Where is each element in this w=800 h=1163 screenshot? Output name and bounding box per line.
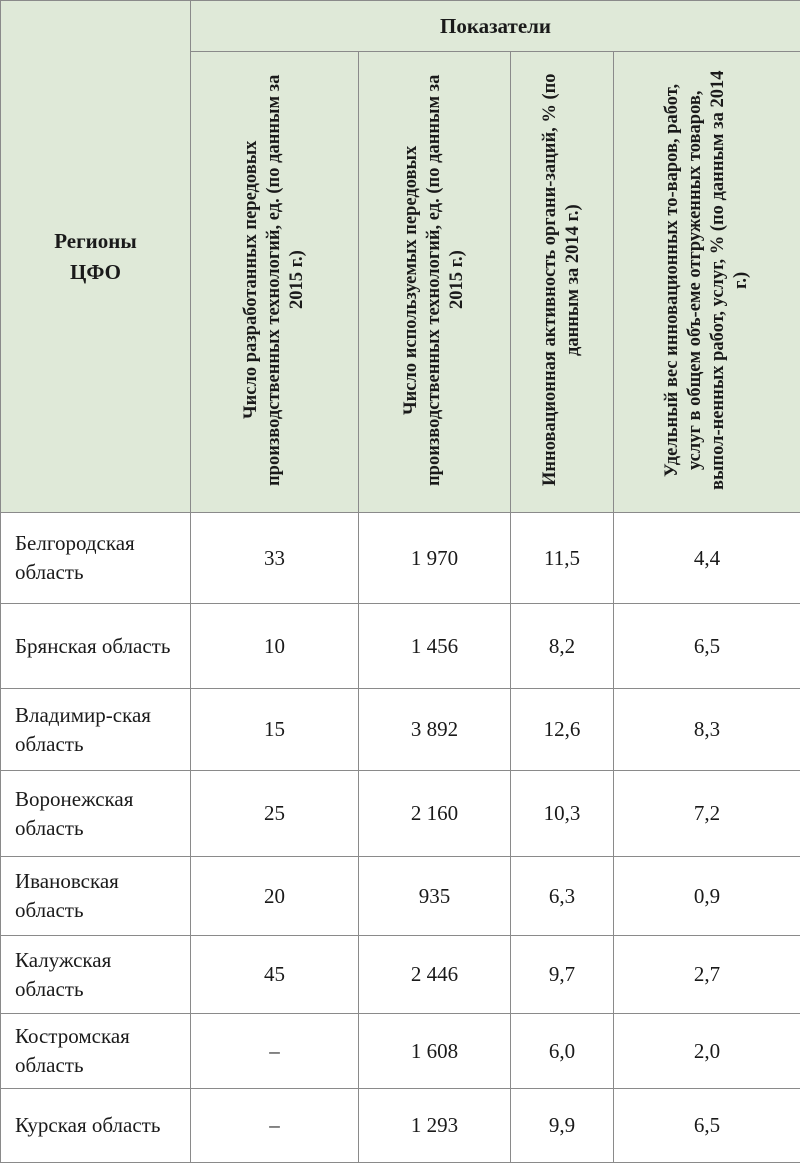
region-name: Курская область bbox=[1, 1089, 191, 1163]
value-cell: 1 970 bbox=[359, 513, 511, 604]
value-cell: 1 608 bbox=[359, 1014, 511, 1089]
region-name: Калужская область bbox=[1, 936, 191, 1014]
value-cell: 6,5 bbox=[614, 1089, 800, 1163]
value-cell: 12,6 bbox=[511, 689, 614, 771]
value-cell: 6,3 bbox=[511, 857, 614, 936]
table-row bbox=[1, 1089, 800, 1163]
value-cell: 935 bbox=[359, 857, 511, 936]
value-cell: 1 456 bbox=[359, 604, 511, 689]
column-header-label: Число разработанных передовых производственных технологий, ед. (по данным за 2015 г.) bbox=[240, 65, 309, 495]
column-header-innovation-activity bbox=[511, 52, 614, 513]
region-name: Костромская область bbox=[1, 1014, 191, 1089]
value-cell: 33 bbox=[191, 513, 359, 604]
table-row bbox=[1, 936, 800, 1014]
value-cell: 11,5 bbox=[511, 513, 614, 604]
value-cell: 0,9 bbox=[614, 857, 800, 936]
value-cell: 3 892 bbox=[359, 689, 511, 771]
value-cell: 25 bbox=[191, 771, 359, 857]
column-header-innovative-share bbox=[614, 52, 800, 513]
value-cell: 9,7 bbox=[511, 936, 614, 1014]
region-name: Воронежская область bbox=[1, 771, 191, 857]
value-cell: 2,0 bbox=[614, 1014, 800, 1089]
value-cell: 4,4 bbox=[614, 513, 800, 604]
value-cell: – bbox=[191, 1014, 359, 1089]
value-cell: 7,2 bbox=[614, 771, 800, 857]
value-cell: 6,5 bbox=[614, 604, 800, 689]
region-header bbox=[1, 1, 191, 513]
column-header-label: Инновационная активность органи-заций, % (по данным за 2014 г.) bbox=[539, 65, 585, 495]
region-name: Белгородская область bbox=[1, 513, 191, 604]
column-header-label: Удельный вес инновационных то-варов, работ, услуг в общем объ-еме отгруженных товаров, выпол-ненных работ, услуг, % (по данным за 2014 г.) bbox=[661, 60, 753, 500]
table-row bbox=[1, 513, 800, 604]
value-cell: – bbox=[191, 1089, 359, 1163]
region-header-label: Регионы ЦФО bbox=[41, 226, 151, 288]
indicators-header: Показатели bbox=[191, 1, 800, 52]
value-cell: 8,3 bbox=[614, 689, 800, 771]
value-cell: 2,7 bbox=[614, 936, 800, 1014]
table-row bbox=[1, 857, 800, 936]
region-name: Брянская область bbox=[1, 604, 191, 689]
column-header-used-tech bbox=[359, 52, 511, 513]
value-cell: 20 bbox=[191, 857, 359, 936]
value-cell: 15 bbox=[191, 689, 359, 771]
value-cell: 2 160 bbox=[359, 771, 511, 857]
region-name: Владимир-ская область bbox=[1, 689, 191, 771]
table-row bbox=[1, 771, 800, 857]
value-cell: 1 293 bbox=[359, 1089, 511, 1163]
region-name: Ивановская область bbox=[1, 857, 191, 936]
value-cell: 10 bbox=[191, 604, 359, 689]
table-row bbox=[1, 1014, 800, 1089]
table-row bbox=[1, 689, 800, 771]
table-row bbox=[1, 604, 800, 689]
value-cell: 2 446 bbox=[359, 936, 511, 1014]
value-cell: 8,2 bbox=[511, 604, 614, 689]
value-cell: 9,9 bbox=[511, 1089, 614, 1163]
column-header-developed-tech bbox=[191, 52, 359, 513]
value-cell: 6,0 bbox=[511, 1014, 614, 1089]
column-header-label: Число используемых передовых производственных технологий, ед. (по данным за 2015 г.) bbox=[400, 65, 469, 495]
value-cell: 10,3 bbox=[511, 771, 614, 857]
value-cell: 45 bbox=[191, 936, 359, 1014]
